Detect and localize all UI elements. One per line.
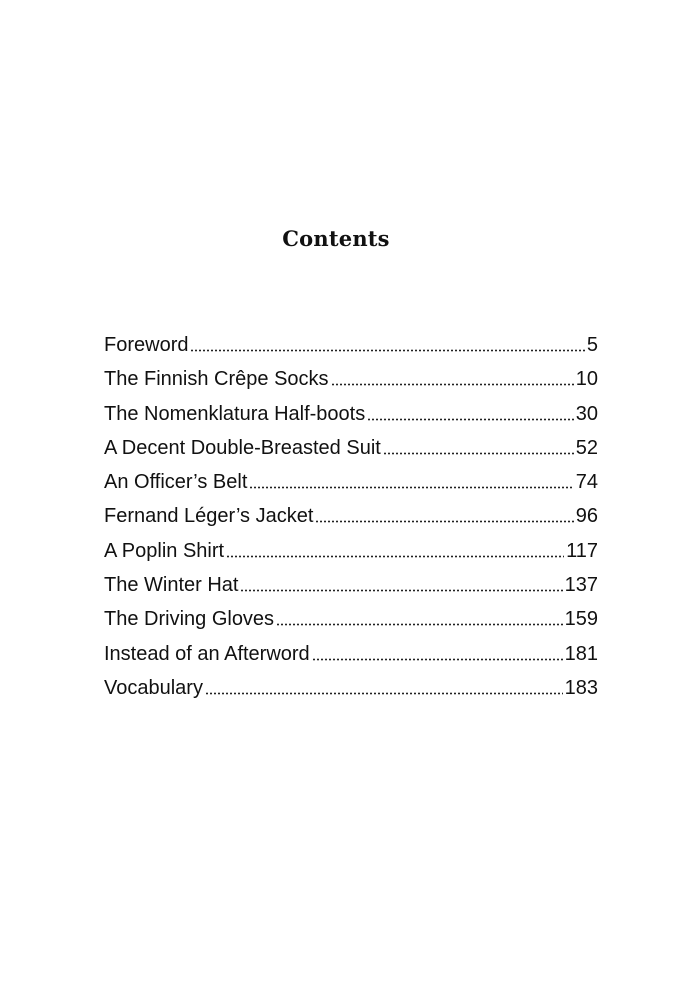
dot-leader (190, 332, 584, 352)
toc-entry-vocabulary[interactable] (104, 671, 598, 705)
dot-leader (367, 401, 574, 421)
toc-entry-double-breasted-suit[interactable] (104, 431, 598, 465)
dot-leader (240, 572, 562, 592)
toc-page-number: 74 (575, 471, 598, 494)
toc-entry-title: A Poplin Shirt (104, 539, 225, 562)
toc-entry-title: The Finnish Crêpe Socks (104, 368, 329, 391)
toc-page-number: 159 (564, 608, 598, 631)
toc-entry-instead-of-afterword[interactable] (104, 637, 598, 671)
toc-entry-title: Vocabulary (104, 676, 203, 699)
toc-entry-title: The Driving Gloves (104, 608, 275, 631)
toc-entry-nomenklatura-half-boots[interactable] (104, 397, 598, 431)
toc-entry-title: A Decent Double-Breasted Suit (104, 436, 381, 459)
toc-page-number: 30 (575, 402, 598, 425)
dot-leader (276, 606, 563, 626)
table-of-contents (104, 328, 598, 705)
toc-entry-leger-jacket[interactable] (104, 499, 598, 533)
toc-page-number: 10 (575, 368, 598, 391)
dot-leader (226, 538, 564, 558)
toc-page-number: 52 (575, 436, 598, 459)
toc-entry-title: The Winter Hat (104, 574, 239, 597)
toc-page-number: 5 (586, 334, 598, 356)
page-title: Contents (282, 226, 390, 251)
dot-leader (312, 641, 563, 661)
toc-entry-title: An Officer’s Belt (104, 471, 248, 494)
toc-entry-title: The Nomenklatura Half-boots (104, 402, 366, 425)
toc-entry-poplin-shirt[interactable] (104, 534, 598, 568)
dot-leader (205, 675, 563, 695)
toc-entry-officers-belt[interactable] (104, 465, 598, 499)
toc-page-number: 137 (564, 574, 598, 597)
toc-page-number: 183 (564, 676, 598, 699)
toc-entry-foreword[interactable] (104, 328, 598, 362)
dot-leader (383, 435, 574, 455)
dot-leader (249, 469, 573, 489)
toc-page-number: 117 (566, 539, 598, 562)
dot-leader (315, 503, 573, 523)
toc-entry-title: Foreword (104, 334, 189, 356)
toc-entry-finnish-crepe-socks[interactable] (104, 362, 598, 396)
toc-page-number: 96 (575, 505, 598, 528)
toc-entry-title: Fernand Léger’s Jacket (104, 505, 314, 528)
toc-page-number: 181 (564, 642, 598, 665)
toc-entry-driving-gloves[interactable] (104, 602, 598, 636)
toc-entry-title: Instead of an Afterword (104, 642, 310, 665)
dot-leader (331, 366, 574, 386)
toc-entry-winter-hat[interactable] (104, 568, 598, 602)
